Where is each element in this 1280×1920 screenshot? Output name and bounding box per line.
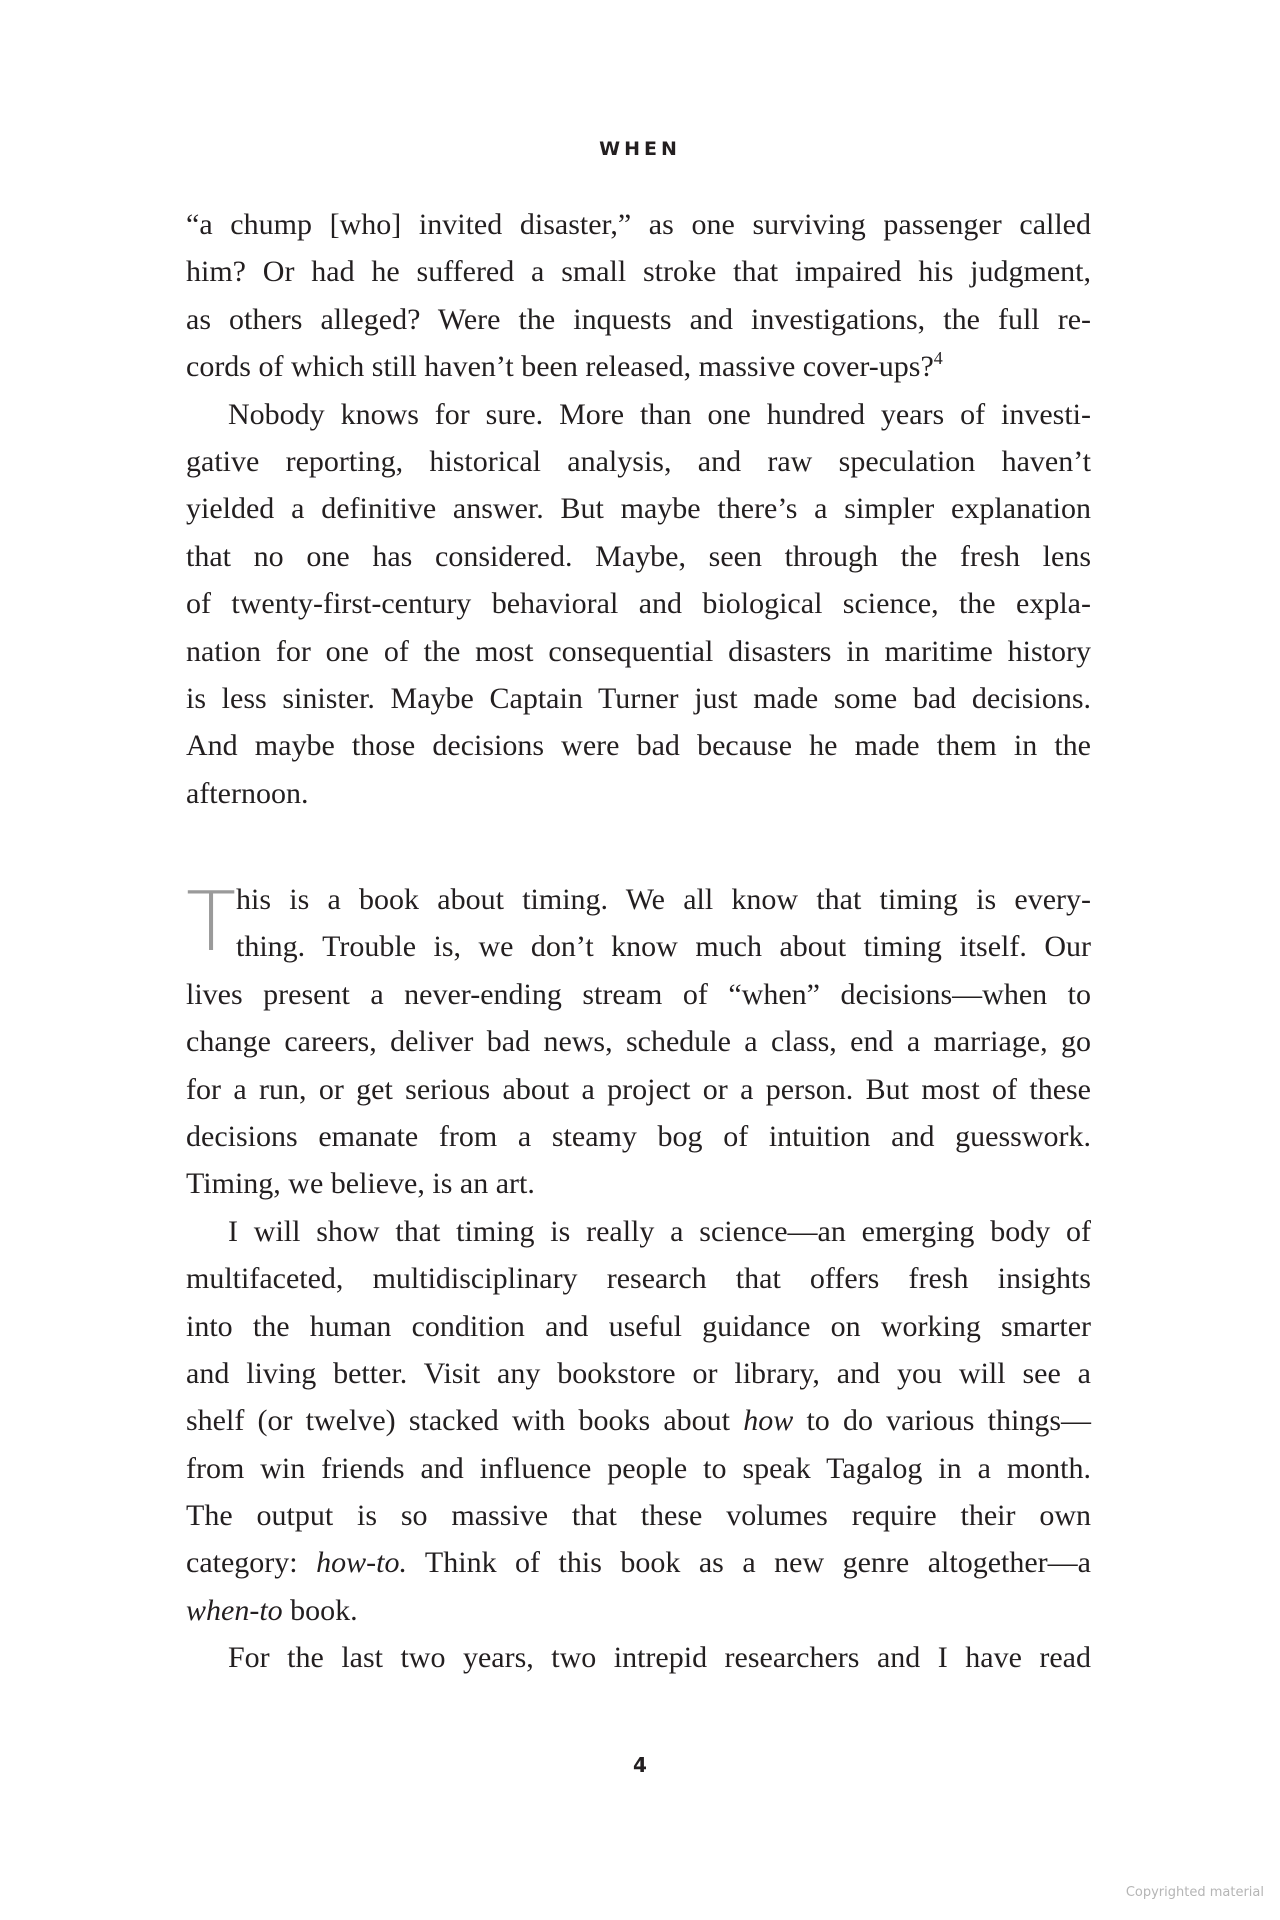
copyright-watermark: Copyrighted material: [1125, 1885, 1264, 1900]
text-line: decisions emanate from a steamy bog of intuition and guesswork.: [186, 1119, 1091, 1153]
italic-text: when-to: [186, 1593, 283, 1627]
text-line: I will show that timing is really a science—an emerging body of: [228, 1214, 1091, 1248]
text-line: into the human condition and useful guidance on working smarter: [186, 1309, 1091, 1343]
text-line: And maybe those decisions were bad because he made them in the: [186, 729, 1091, 763]
text-line: Nobody knows for sure. More than one hundred years of investi-: [228, 397, 1091, 431]
text-line: gative reporting, historical analysis, and raw speculation haven’t: [186, 444, 1091, 478]
italic-text: how-to.: [316, 1546, 407, 1580]
text-line: lives present a never-ending stream of “when” decisions—when to: [186, 977, 1091, 1011]
footnote-reference[interactable]: 4: [933, 348, 943, 369]
text-line: as others alleged? Were the inquests and investigations, the full re-: [186, 302, 1091, 336]
text-line: [186, 1587, 1091, 1634]
text-line: nation for one of the most consequential disasters in maritime history: [186, 634, 1091, 668]
italic-text: how: [743, 1404, 794, 1438]
text-line: thing. Trouble is, we don’t know much about timing itself. Our: [236, 930, 1091, 964]
text-span: book.: [290, 1593, 358, 1627]
text-block-lower: [186, 876, 1091, 1682]
text-line: is less sinister. Maybe Captain Turner just made some bad decisions.: [186, 681, 1091, 715]
text-line: that no one has considered. Maybe, seen through the fresh lens: [186, 539, 1091, 573]
text-span: to do various things—: [806, 1404, 1092, 1438]
drop-cap: T: [186, 875, 237, 970]
text-line: for a run, or get serious about a project or a person. But most of these: [186, 1072, 1091, 1106]
text-line: afternoon.: [186, 776, 309, 810]
text-line: For the last two years, two intrepid researchers and I have read: [228, 1641, 1091, 1675]
text-line: [186, 1397, 1091, 1444]
page-number: 4: [633, 1753, 647, 1777]
text-line: Timing, we believe, is an art.: [186, 1167, 535, 1201]
text-span: Think of this book as a new genre altogether—a: [424, 1546, 1091, 1580]
text-span: cords of which still haven’t been released, massive cover-ups?: [186, 350, 934, 384]
text-line: his is a book about timing. We all know that timing is every-: [236, 883, 1091, 916]
text-span: shelf (or twelve) stacked with books about: [186, 1404, 744, 1438]
text-line: him? Or had he suffered a small stroke that impaired his judgment,: [186, 255, 1091, 289]
text-line: The output is so massive that these volumes require their own: [186, 1499, 1091, 1533]
text-line: change careers, deliver bad news, schedule a class, end a marriage, go: [186, 1025, 1091, 1059]
text-line: and living better. Visit any bookstore or library, and you will see a: [186, 1356, 1091, 1390]
text-line: of twenty-first-century behavioral and biological science, the expla-: [186, 587, 1091, 621]
text-line: multifaceted, multidisciplinary research that offers fresh insights: [186, 1262, 1091, 1296]
text-block-upper: [186, 201, 1091, 817]
text-line: [186, 343, 1091, 390]
text-span: category:: [186, 1546, 317, 1580]
text-line: “a chump [who] invited disaster,” as one surviving passenger called: [186, 208, 1091, 241]
text-line: yielded a definitive answer. But maybe there’s a simpler explanation: [186, 492, 1091, 526]
running-head: WHEN: [599, 138, 681, 160]
text-line: [186, 1539, 1091, 1586]
text-line: from win friends and influence people to speak Tagalog in a month.: [186, 1451, 1091, 1485]
